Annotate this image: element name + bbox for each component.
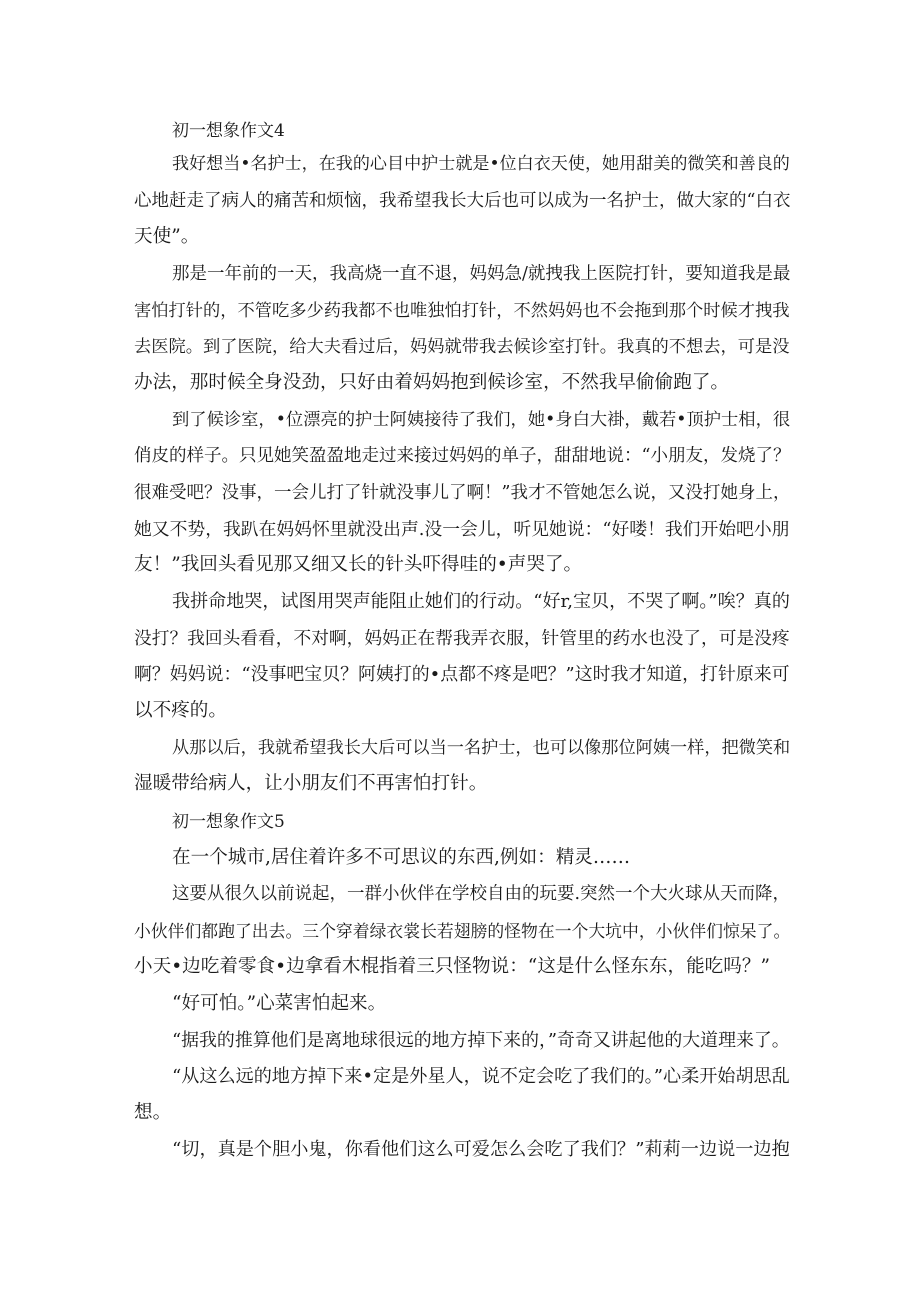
paragraph-line: 俏皮的样子。只见她笑盈盈地走过来接过妈妈的单子，甜甜地说：“小朋友，发烧了？ [134,446,791,466]
paragraph-line: 小天•边吃着零食•边拿看木棍指着三只怪物说：“这是什么怪东东，能吃吗？” [134,956,770,977]
paragraph-line: 从那以后，我就希望我长大后可以当一名护士，也可以像那位阿姨一样，把微笑和 [172,738,791,758]
paragraph-line: 害怕打针的，不管吃多少药我都不也唯独怕打针，不然妈妈也不会拖到那个时候才拽我 [134,301,790,321]
paragraph-line: 办法，那时候全身没劲，只好由着妈妈抱到候诊室，不然我早偷偷跑了。 [134,372,730,393]
paragraph-line: 那是一年前的一天，我高烧一直不退，妈妈急/就拽我上医院打针，要知道我是最 [172,264,791,284]
paragraph-line: 在一个城市,居住着许多不可思议的东西,例如：精灵…… [172,847,631,868]
paragraph-line: 到了候诊室，•位漂亮的护士阿姨接待了我们，她•身白大褂，戴若•顶护士相，很 [172,410,791,430]
paragraph-line: 小伙伴们都跑了出去。三个穿着绿衣裳长若翅膀的怪物在一个大坑中，小伙伴们惊呆了。 [134,921,791,941]
paragraph-line: “据我的推算他们是离地球很远的地方掉下来的，”奇奇又讲起他的大道理来了。 [172,1030,790,1051]
paragraph-line: “切，真是个胆小鬼，你看他们这么可爱怎么会吃了我们？”莉莉一边说一边抱 [172,1139,790,1160]
paragraph-line: “好可怕。”心菜害怕起来。 [172,993,387,1014]
essay-title-4: 初一想象作文4 [172,121,285,141]
paragraph-line: 没打？我回头看看，不对啊，妈妈正在帮我弄衣服，针管里的药水也没了，可是没疼 [134,629,790,649]
paragraph-line: 湿暖带给病人，让小朋友们不再害怕打针。 [134,773,488,794]
paragraph-line: “从这么远的地方掉下来•定是外星人，说不定会吃了我们的。”心柔开始胡思乱 [172,1066,790,1087]
paragraph-line: 啊？妈妈说：“没事吧宝贝？阿姨打的•点都不疼是吧？”这时我才知道，打针原来可 [134,664,790,685]
paragraph-line: 友！”我回头看见那又细又长的针头吓得哇的•声哭了。 [134,554,583,575]
paragraph-line: 这要从很久以前说起，一群小伙伴在学校自由的玩要.突然一个大火球从天而降， [172,884,791,904]
paragraph-line: 她又不势，我趴在妈妈怀里就没出声.没一会儿，听见她说：“好喽！我们开始吧小朋 [134,519,790,540]
paragraph-line: 我好想当•名护士，在我的心目中护士就是•位白衣天使，她用甜美的微笑和善良的 [172,154,790,174]
paragraph-line: 我拼命地哭，试图用哭声能阻止她们的行动。“好r,宝贝，不哭了啊。”唉？真的 [172,591,790,612]
paragraph-line: 想。 [134,1102,172,1123]
essay-title-5: 初一想象作文5 [172,812,285,832]
paragraph-line: 去医院。到了医院，给大夫看过后，妈妈就带我去候诊室打针。我真的不想去，可是没 [134,337,790,357]
paragraph-line: 天使”。 [134,226,200,247]
paragraph-line: 很难受吧？没事，一会儿打了针就没事儿了啊！”我才不管她怎么说，又没打她身上， [134,483,791,503]
paragraph-line: 心地赶走了病人的痛苦和烦恼，我希望我长大后也可以成为一名护士，做大家的“白衣 [134,191,791,211]
paragraph-line: 以不疼的。 [134,700,227,721]
